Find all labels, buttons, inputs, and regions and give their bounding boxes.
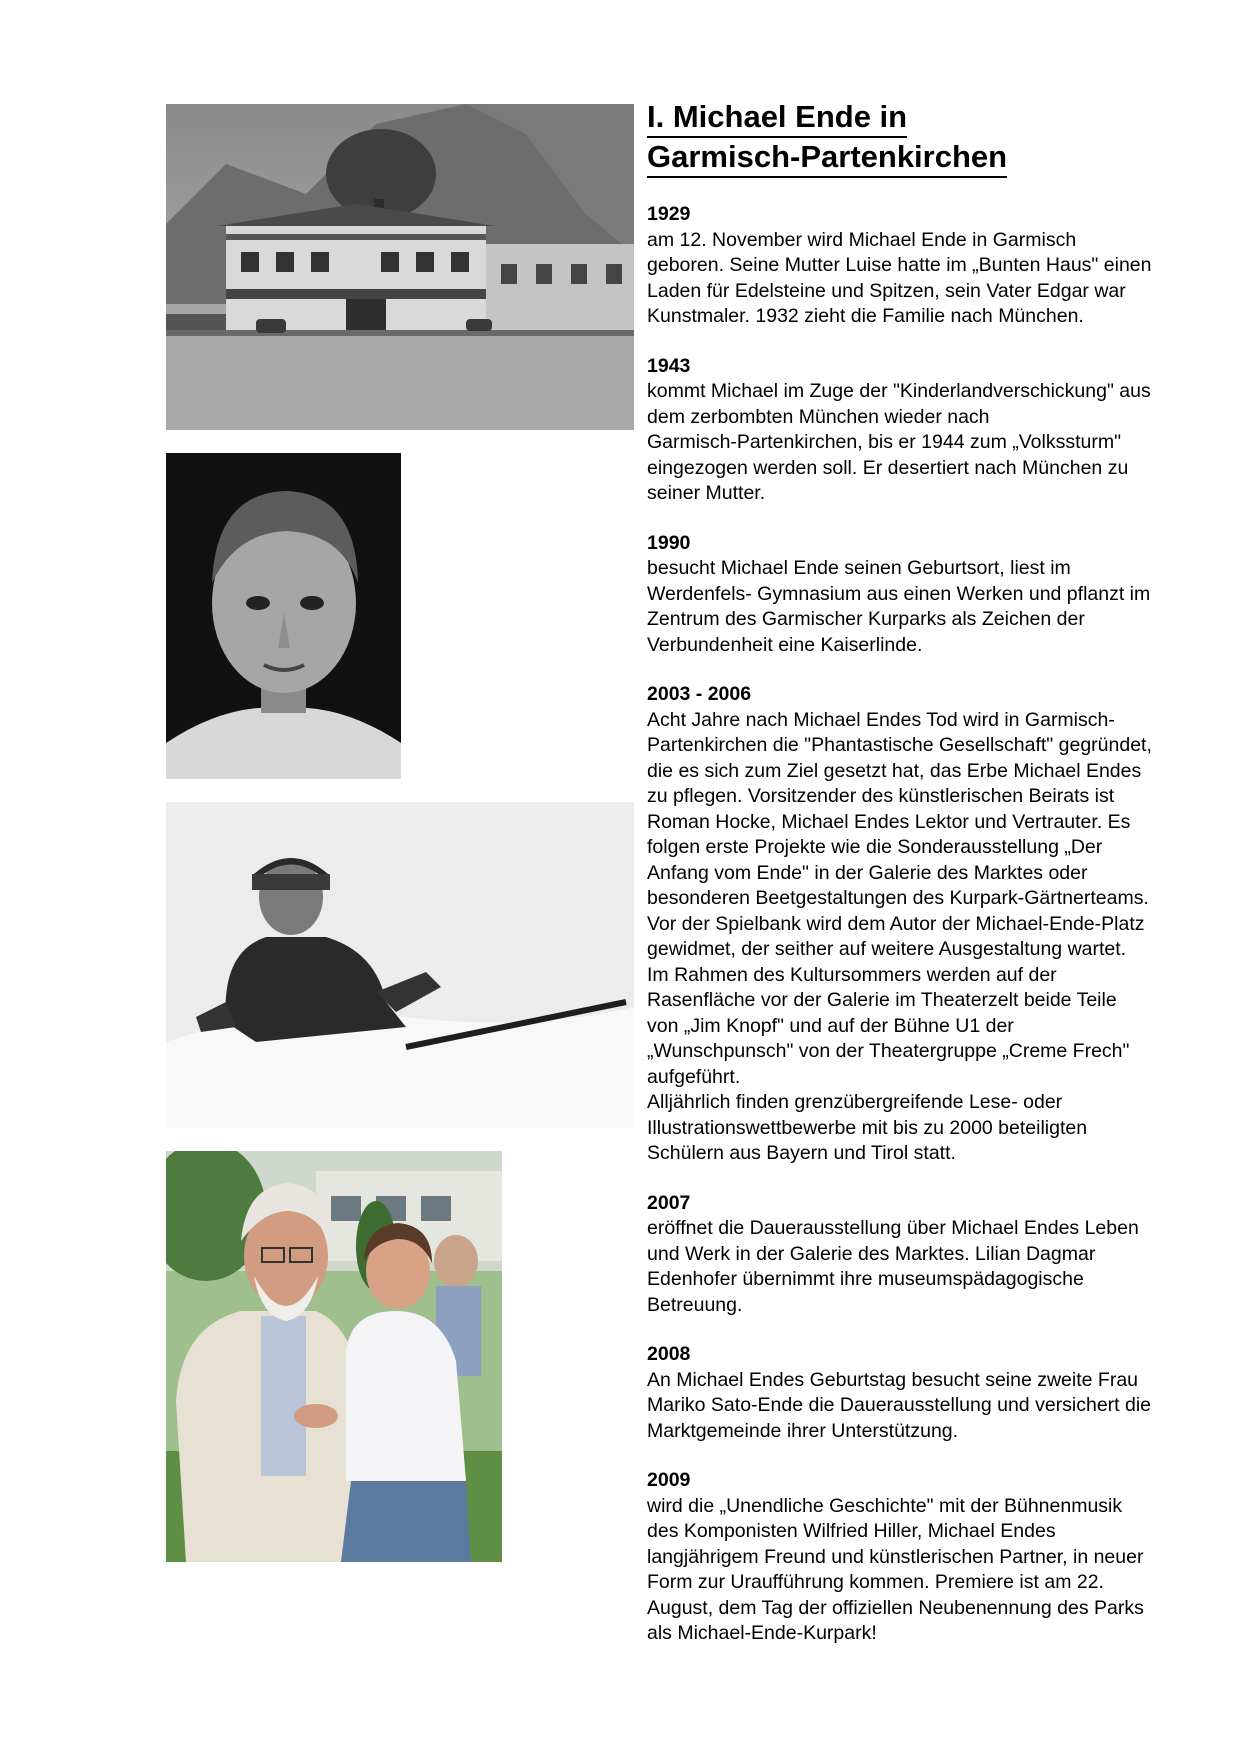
text-column <box>647 98 1207 1671</box>
entry-text: kommt Michael im Zuge der "Kinderlandverschickung" aus dem zerbombten München wieder nach Garmisch-Partenkirchen, bis er 1944 zum „Volkssturm" eingezogen werden soll. Er desertiert nach München zu seiner Mutter. <box>647 380 1151 504</box>
entry-text: Acht Jahre nach Michael Endes Tod wird in Garmisch- Partenkirchen die "Phantastische Gesellschaft" gegründet, die es sich zum Ziel gesetzt hat, das Erbe Michael Endes zu pflegen. Vorsitzender des künstlerischen Beirats ist Roman Hocke, Michael Endes Lektor und Vertrauter. Es folgen erste Projekte wie die Sonderausstellung „Der Anfang vom Ende" in der Galerie des Marktes oder besonderen Beetgestaltungen des Kurpark-Gärtnerteams. Vor der Spielbank wird dem Autor der Michael-Ende-Platz gewidmet, der seither auf weitere Ausgestaltung wartet. Im Rahmen des Kultursommers werden auf der Rasenfläche vor der Galerie im Theaterzelt beide Teile von „Jim Knopf" und auf der Bühne U1 der „Wunschpunsch" von der Theatergruppe „Creme Frech" aufgeführt. Alljährlich finden grenzübergreifende Lese- oder Illustrationswettbewerbe mit bis zu 2000 beteiligten Schülern aus Bayern und Tirol statt. <box>647 708 1152 1164</box>
entry-year: 2003 - 2006 <box>647 683 752 705</box>
entry-text: An Michael Endes Geburtstag besucht seine zweite Frau Mariko Sato-Ende die Dauerausstellung und versichert die Marktgemeinde ihrer Unterstützung. <box>647 1368 1152 1442</box>
page-title <box>647 98 1207 178</box>
photo-building-garmisch <box>166 104 634 430</box>
page-title-line-2: Garmisch-Partenkirchen <box>647 138 1007 178</box>
entry-year: 2009 <box>647 1469 691 1491</box>
timeline-entry-2009 <box>647 1468 1207 1647</box>
photo-boy-in-snow <box>166 802 634 1128</box>
timeline-entry-1943 <box>647 354 1207 507</box>
timeline-entry-2003-2006 <box>647 682 1207 1167</box>
page-title-line-1: I. Michael Ende in <box>647 98 907 138</box>
timeline-entry-2007 <box>647 1191 1207 1319</box>
timeline-entry-1929 <box>647 202 1207 330</box>
timeline-entry-1990 <box>647 531 1207 659</box>
entry-text: besucht Michael Ende seinen Geburtsort, liest im Werdenfels- Gymnasium aus einen Werken und pflanzt im Zentrum des Garmischer Kurparks als Zeichen der Verbundenheit eine Kaiserlinde. <box>647 557 1151 656</box>
entry-text: am 12. November wird Michael Ende in Garmisch geboren. Seine Mutter Luise hatte im „Bunten Haus" einen Laden für Edelsteine und Spitzen, sein Vater Edgar war Kunstmaler. 1932 zieht die Familie nach München. <box>647 228 1152 327</box>
timeline-entry-2008 <box>647 1342 1207 1444</box>
photo-couple-garden <box>166 1151 502 1562</box>
entry-year: 1990 <box>647 531 691 554</box>
entry-text: eröffnet die Dauerausstellung über Michael Endes Leben und Werk in der Galerie des Marktes. Lilian Dagmar Edenhofer übernimmt ihre museumspädagogische Betreuung. <box>647 1217 1139 1316</box>
entry-year: 2008 <box>647 1343 691 1365</box>
entry-year: 1943 <box>647 354 691 377</box>
entry-year: 2007 <box>647 1191 691 1214</box>
photo-boy-portrait <box>166 453 401 779</box>
entry-text: wird die „Unendliche Geschichte" mit der Bühnenmusik des Komponisten Wilfried Hiller, Michael Endes langjährigem Freund und künstlerischen Partner, in neuer Form zur Uraufführung kommen. Premiere ist am 22. August, dem Tag der offiziellen Neubenennung des Parks als Michael-Ende-Kurpark! <box>647 1494 1144 1644</box>
entry-year: 1929 <box>647 203 691 225</box>
